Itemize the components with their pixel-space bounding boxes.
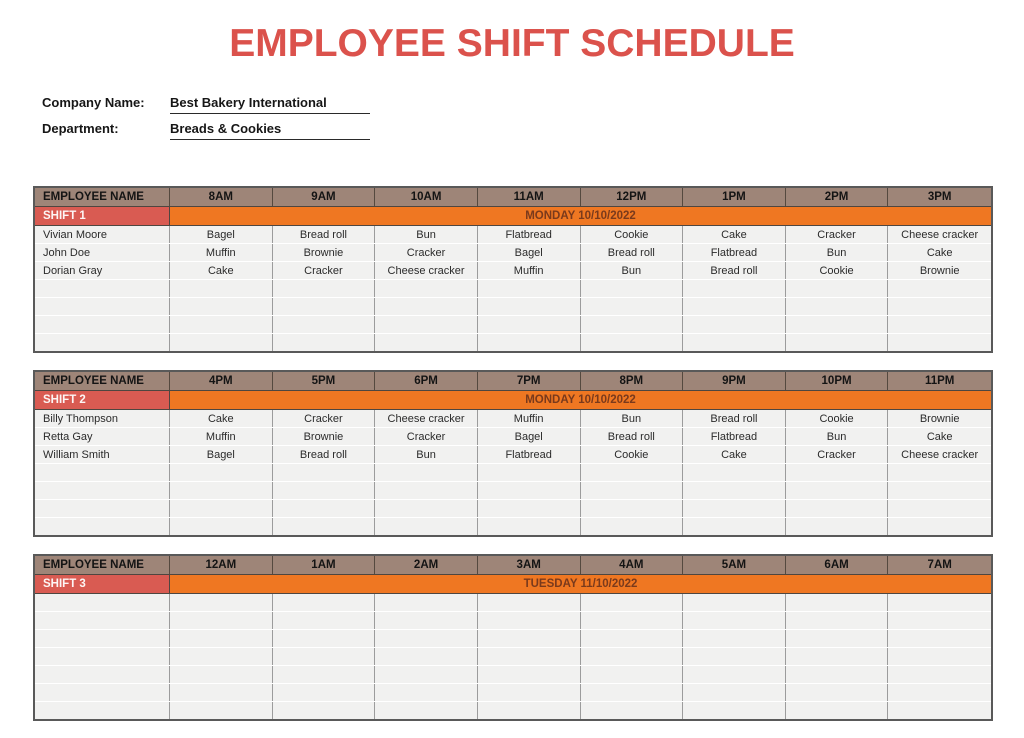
- empty-name-cell: [35, 594, 170, 611]
- empty-cell: [170, 280, 273, 297]
- empty-cell: [683, 648, 786, 665]
- empty-cell: [478, 612, 581, 629]
- empty-cell: [683, 612, 786, 629]
- empty-row: [35, 517, 991, 535]
- empty-cell: [478, 298, 581, 315]
- header-row: [35, 556, 991, 575]
- empty-row: [35, 665, 991, 683]
- schedule-cell: Bun: [581, 262, 684, 279]
- empty-cell: [581, 612, 684, 629]
- hour-header: 9AM: [273, 188, 376, 206]
- schedule-cell: Cheese cracker: [888, 446, 991, 463]
- empty-cell: [581, 464, 684, 481]
- schedule-cell: Bread roll: [683, 410, 786, 427]
- schedule-cell: Brownie: [888, 410, 991, 427]
- schedule-cell: Cheese cracker: [375, 262, 478, 279]
- empty-cell: [683, 316, 786, 333]
- schedule-cell: Cake: [888, 244, 991, 261]
- empty-cell: [170, 684, 273, 701]
- empty-cell: [888, 684, 991, 701]
- hour-header: 4PM: [170, 372, 273, 390]
- empty-cell: [786, 684, 889, 701]
- schedule-cell: Cracker: [375, 244, 478, 261]
- empty-cell: [273, 464, 376, 481]
- employee-row: [35, 427, 991, 445]
- hour-header: 12AM: [170, 556, 273, 574]
- empty-row: [35, 463, 991, 481]
- hour-header: 6AM: [786, 556, 889, 574]
- empty-name-cell: [35, 464, 170, 481]
- employee-name-header: EMPLOYEE NAME: [35, 188, 170, 206]
- empty-cell: [478, 648, 581, 665]
- schedule-cell: Bread roll: [273, 446, 376, 463]
- hour-header: 7AM: [888, 556, 991, 574]
- empty-cell: [581, 518, 684, 535]
- empty-cell: [888, 482, 991, 499]
- empty-row: [35, 594, 991, 611]
- hour-header: 6PM: [375, 372, 478, 390]
- schedule-cell: Bread roll: [581, 244, 684, 261]
- empty-row: [35, 701, 991, 719]
- empty-row: [35, 647, 991, 665]
- empty-cell: [273, 666, 376, 683]
- schedule-cell: Cracker: [786, 446, 889, 463]
- empty-cell: [170, 702, 273, 719]
- empty-cell: [170, 298, 273, 315]
- employee-row: [35, 243, 991, 261]
- schedule-cell: Cookie: [786, 410, 889, 427]
- empty-cell: [170, 500, 273, 517]
- schedule-cell: Flatbread: [478, 226, 581, 243]
- empty-cell: [683, 298, 786, 315]
- schedule-cell: Flatbread: [478, 446, 581, 463]
- schedule-cell: Bun: [786, 428, 889, 445]
- empty-cell: [888, 464, 991, 481]
- employee-name-header: EMPLOYEE NAME: [35, 556, 170, 574]
- employee-name-cell: William Smith: [35, 446, 170, 463]
- company-name-row: [42, 95, 370, 121]
- company-name-value: Best Bakery International: [170, 95, 370, 114]
- empty-cell: [375, 280, 478, 297]
- empty-name-cell: [35, 702, 170, 719]
- empty-cell: [375, 666, 478, 683]
- schedule-cell: Muffin: [478, 410, 581, 427]
- schedule-cell: Brownie: [273, 244, 376, 261]
- empty-name-cell: [35, 648, 170, 665]
- schedule-cell: Bun: [375, 446, 478, 463]
- empty-cell: [888, 612, 991, 629]
- schedule-cell: Cookie: [786, 262, 889, 279]
- empty-cell: [375, 334, 478, 351]
- empty-cell: [273, 298, 376, 315]
- hour-header: 1PM: [683, 188, 786, 206]
- hour-header: 4AM: [581, 556, 684, 574]
- shift-row: [35, 575, 991, 594]
- shift-label: SHIFT 1: [35, 207, 170, 225]
- empty-cell: [375, 316, 478, 333]
- schedule-cell: Bagel: [478, 428, 581, 445]
- empty-cell: [786, 298, 889, 315]
- empty-cell: [478, 518, 581, 535]
- schedule-cell: Bun: [786, 244, 889, 261]
- schedule-cell: Cracker: [273, 410, 376, 427]
- empty-cell: [888, 500, 991, 517]
- empty-cell: [375, 464, 478, 481]
- empty-row: [35, 629, 991, 647]
- empty-cell: [273, 702, 376, 719]
- empty-cell: [273, 482, 376, 499]
- schedule-cell: Muffin: [170, 244, 273, 261]
- empty-cell: [273, 334, 376, 351]
- schedule-cell: Muffin: [170, 428, 273, 445]
- empty-row: [35, 333, 991, 351]
- empty-cell: [581, 594, 684, 611]
- empty-cell: [786, 464, 889, 481]
- empty-cell: [170, 316, 273, 333]
- employee-row: [35, 445, 991, 463]
- empty-row: [35, 481, 991, 499]
- empty-cell: [581, 500, 684, 517]
- empty-name-cell: [35, 298, 170, 315]
- empty-cell: [375, 702, 478, 719]
- empty-name-cell: [35, 630, 170, 647]
- header-row: [35, 372, 991, 391]
- schedule-cell: Cheese cracker: [375, 410, 478, 427]
- schedule-cell: Cookie: [581, 226, 684, 243]
- schedule-cell: Cookie: [581, 446, 684, 463]
- empty-cell: [478, 630, 581, 647]
- schedule-table-shift-3: [33, 554, 993, 721]
- date-cell: TUESDAY 11/10/2022: [170, 575, 991, 593]
- empty-cell: [478, 500, 581, 517]
- empty-cell: [478, 666, 581, 683]
- hour-header: 8PM: [581, 372, 684, 390]
- empty-cell: [683, 482, 786, 499]
- empty-name-cell: [35, 684, 170, 701]
- employee-name-cell: Retta Gay: [35, 428, 170, 445]
- empty-cell: [581, 316, 684, 333]
- empty-cell: [478, 482, 581, 499]
- hour-header: 10PM: [786, 372, 889, 390]
- schedule-table-shift-1: [33, 186, 993, 353]
- empty-cell: [683, 518, 786, 535]
- empty-cell: [478, 280, 581, 297]
- schedule-cell: Cake: [683, 226, 786, 243]
- schedule-cell: Cake: [683, 446, 786, 463]
- hour-header: 3PM: [888, 188, 991, 206]
- header-row: [35, 188, 991, 207]
- empty-cell: [786, 648, 889, 665]
- empty-cell: [786, 702, 889, 719]
- employee-name-cell: John Doe: [35, 244, 170, 261]
- empty-cell: [170, 464, 273, 481]
- empty-cell: [888, 594, 991, 611]
- empty-cell: [786, 666, 889, 683]
- empty-cell: [478, 464, 581, 481]
- empty-cell: [786, 482, 889, 499]
- empty-cell: [170, 482, 273, 499]
- schedule-cell: Muffin: [478, 262, 581, 279]
- hour-header: 8AM: [170, 188, 273, 206]
- company-name-label: Company Name:: [42, 95, 145, 110]
- empty-cell: [786, 630, 889, 647]
- hour-header: 2AM: [375, 556, 478, 574]
- empty-cell: [273, 648, 376, 665]
- empty-cell: [683, 666, 786, 683]
- hour-header: 7PM: [478, 372, 581, 390]
- empty-cell: [683, 630, 786, 647]
- empty-cell: [888, 298, 991, 315]
- empty-cell: [375, 630, 478, 647]
- empty-cell: [478, 334, 581, 351]
- empty-row: [35, 683, 991, 701]
- empty-name-cell: [35, 482, 170, 499]
- schedule-cell: Cracker: [273, 262, 376, 279]
- empty-cell: [581, 482, 684, 499]
- page-title: EMPLOYEE SHIFT SCHEDULE: [229, 22, 795, 65]
- empty-cell: [786, 280, 889, 297]
- empty-cell: [888, 648, 991, 665]
- hour-header: 2PM: [786, 188, 889, 206]
- schedule-cell: Bread roll: [683, 262, 786, 279]
- empty-name-cell: [35, 280, 170, 297]
- empty-row: [35, 297, 991, 315]
- empty-cell: [375, 500, 478, 517]
- employee-name-cell: Dorian Gray: [35, 262, 170, 279]
- empty-cell: [273, 518, 376, 535]
- empty-cell: [478, 594, 581, 611]
- empty-cell: [273, 280, 376, 297]
- empty-name-cell: [35, 612, 170, 629]
- schedule-cell: Flatbread: [683, 428, 786, 445]
- schedule-cell: Bagel: [170, 446, 273, 463]
- hour-header: 3AM: [478, 556, 581, 574]
- meta-block: [42, 95, 370, 147]
- schedule-cell: Bun: [581, 410, 684, 427]
- shift-row: [35, 391, 991, 410]
- empty-row: [35, 315, 991, 333]
- employee-row: [35, 410, 991, 427]
- empty-cell: [683, 334, 786, 351]
- empty-cell: [888, 280, 991, 297]
- schedule-cell: Cheese cracker: [888, 226, 991, 243]
- empty-cell: [683, 280, 786, 297]
- hour-header: 5PM: [273, 372, 376, 390]
- empty-cell: [375, 482, 478, 499]
- empty-cell: [478, 316, 581, 333]
- schedule-cell: Flatbread: [683, 244, 786, 261]
- shift-row: [35, 207, 991, 226]
- empty-cell: [273, 612, 376, 629]
- schedule-cell: Cake: [170, 410, 273, 427]
- empty-cell: [581, 684, 684, 701]
- empty-cell: [683, 684, 786, 701]
- employee-name-header: EMPLOYEE NAME: [35, 372, 170, 390]
- empty-cell: [170, 518, 273, 535]
- employee-row: [35, 226, 991, 243]
- tables: [33, 186, 993, 738]
- empty-cell: [375, 518, 478, 535]
- empty-name-cell: [35, 500, 170, 517]
- empty-row: [35, 499, 991, 517]
- empty-cell: [581, 666, 684, 683]
- empty-cell: [170, 612, 273, 629]
- empty-cell: [786, 594, 889, 611]
- department-label: Department:: [42, 121, 119, 136]
- empty-cell: [375, 684, 478, 701]
- schedule-table-shift-2: [33, 370, 993, 537]
- schedule-cell: Bread roll: [273, 226, 376, 243]
- empty-row: [35, 279, 991, 297]
- schedule-cell: Bagel: [170, 226, 273, 243]
- empty-cell: [581, 630, 684, 647]
- schedule-cell: Cake: [170, 262, 273, 279]
- empty-cell: [170, 648, 273, 665]
- empty-cell: [375, 594, 478, 611]
- empty-cell: [273, 500, 376, 517]
- empty-cell: [683, 594, 786, 611]
- shift-label: SHIFT 2: [35, 391, 170, 409]
- empty-cell: [786, 500, 889, 517]
- empty-cell: [786, 518, 889, 535]
- empty-cell: [375, 612, 478, 629]
- empty-cell: [888, 666, 991, 683]
- schedule-cell: Bun: [375, 226, 478, 243]
- empty-cell: [170, 334, 273, 351]
- department-row: [42, 121, 370, 147]
- empty-cell: [375, 648, 478, 665]
- hour-header: 11AM: [478, 188, 581, 206]
- hour-header: 1AM: [273, 556, 376, 574]
- schedule-cell: Bread roll: [581, 428, 684, 445]
- hour-header: 10AM: [375, 188, 478, 206]
- empty-row: [35, 611, 991, 629]
- empty-cell: [786, 612, 889, 629]
- hour-header: 12PM: [581, 188, 684, 206]
- empty-cell: [581, 648, 684, 665]
- schedule-cell: Bagel: [478, 244, 581, 261]
- empty-cell: [273, 630, 376, 647]
- empty-cell: [170, 594, 273, 611]
- empty-cell: [786, 334, 889, 351]
- empty-name-cell: [35, 334, 170, 351]
- department-value: Breads & Cookies: [170, 121, 370, 140]
- employee-name-cell: Billy Thompson: [35, 410, 170, 427]
- date-cell: MONDAY 10/10/2022: [170, 207, 991, 225]
- schedule-cell: Cracker: [375, 428, 478, 445]
- empty-cell: [888, 702, 991, 719]
- empty-cell: [581, 280, 684, 297]
- date-cell: MONDAY 10/10/2022: [170, 391, 991, 409]
- empty-cell: [170, 666, 273, 683]
- hour-header: 5AM: [683, 556, 786, 574]
- empty-cell: [478, 684, 581, 701]
- schedule-cell: Cracker: [786, 226, 889, 243]
- empty-name-cell: [35, 666, 170, 683]
- empty-cell: [581, 702, 684, 719]
- schedule-cell: Brownie: [273, 428, 376, 445]
- employee-name-cell: Vivian Moore: [35, 226, 170, 243]
- shift-label: SHIFT 3: [35, 575, 170, 593]
- empty-name-cell: [35, 316, 170, 333]
- empty-cell: [581, 334, 684, 351]
- empty-cell: [786, 316, 889, 333]
- empty-cell: [273, 316, 376, 333]
- empty-cell: [273, 594, 376, 611]
- empty-cell: [170, 630, 273, 647]
- empty-cell: [888, 518, 991, 535]
- employee-row: [35, 261, 991, 279]
- empty-cell: [683, 464, 786, 481]
- schedule-cell: Cake: [888, 428, 991, 445]
- empty-cell: [888, 630, 991, 647]
- empty-cell: [888, 334, 991, 351]
- empty-cell: [683, 702, 786, 719]
- hour-header: 11PM: [888, 372, 991, 390]
- empty-cell: [888, 316, 991, 333]
- schedule-cell: Brownie: [888, 262, 991, 279]
- empty-cell: [581, 298, 684, 315]
- hour-header: 9PM: [683, 372, 786, 390]
- empty-cell: [273, 684, 376, 701]
- empty-cell: [478, 702, 581, 719]
- empty-cell: [683, 500, 786, 517]
- empty-name-cell: [35, 518, 170, 535]
- empty-cell: [375, 298, 478, 315]
